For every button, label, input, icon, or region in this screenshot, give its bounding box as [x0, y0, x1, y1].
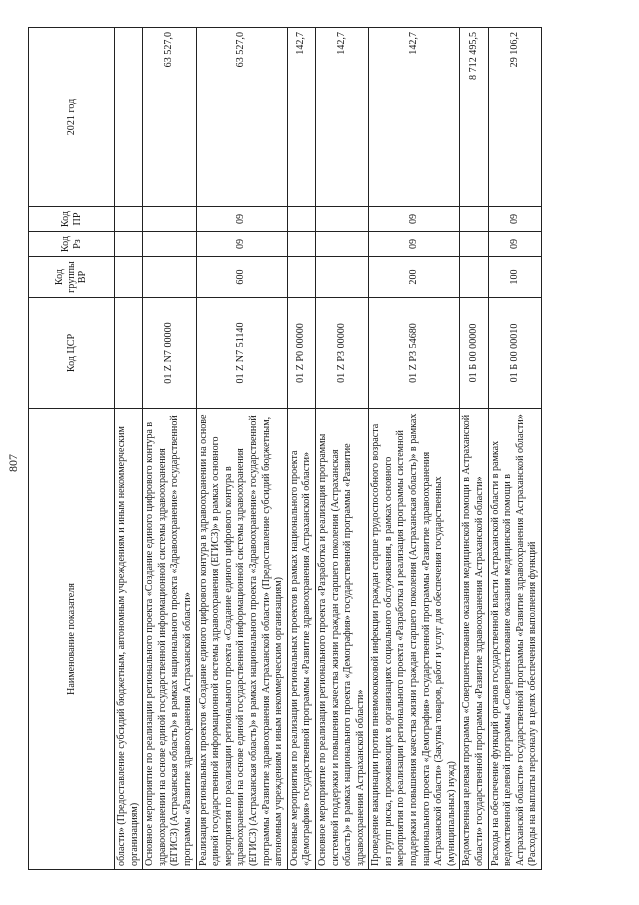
header-csr: Код ЦСР: [29, 298, 115, 409]
table-row: [287, 28, 315, 870]
cell-value: [115, 28, 143, 207]
cell-pr: 09: [369, 207, 460, 232]
table-header: [29, 28, 115, 870]
cell-csr: 01 Z N7 51140: [196, 298, 287, 409]
cell-rz: [460, 232, 488, 257]
cell-name: Основное мероприятие по реализации регионального проекта «Разработка и реализация программы системной поддержки и повышения качества жизни граждан старшего поколения (Астраханская область)» в рамках национального проекта «Демография» государственной программы «Развитие здравоохранения Астраханской области»: [315, 409, 368, 870]
cell-value: 8 712 495,5: [460, 28, 488, 207]
cell-pr: [460, 207, 488, 232]
cell-rz: [115, 232, 143, 257]
header-rz: Код Рз: [29, 232, 115, 257]
page-number: 807: [6, 454, 20, 472]
cell-pr: [315, 207, 368, 232]
cell-name: Реализация региональных проектов «Создание единого цифрового контура в здравоохранении на основе единой государственной информационной системы здравоохранения (ЕГИСЗ)» в рамках основного мероприятия по реализации регионального проекта «Создание единого цифрового контура в здравоохранении на основе единой государственной информационной системы здравоохранения (ЕГИСЗ) (Астраханская область)» в рамках национального проекта «Здравоохранение» государственной программы «Развитие здравоохранения Астраханской области» (Предоставление субсидий бюджетным, автономным учреждениям и иным некоммерческим организациям): [196, 409, 287, 870]
table-row: [315, 28, 368, 870]
header-year: 2021 год: [29, 28, 115, 207]
cell-name: Расходы на обеспечение функций органов государственной власти Астраханской области в рамках ведомственной целевой программы «Совершенствование оказания медицинской помощи в Астраханской области» государственной программы «Развитие здравоохранения Астраханской области» (Расходы на выплаты персоналу в целях обеспечения выполнения функций: [488, 409, 541, 870]
cell-name: Основные мероприятия по реализации региональных проектов в рамках национального проекта «Демография» государственной программы «Развитие здравоохранения Астраханской области»: [287, 409, 315, 870]
cell-pr: [287, 207, 315, 232]
cell-pr: 09: [196, 207, 287, 232]
cell-rz: 09: [488, 232, 541, 257]
cell-name: области» (Предоставление субсидий бюджетным, автономным учреждениям и иным некоммерческим организациям): [115, 409, 143, 870]
cell-csr: 01 Z P3 54680: [369, 298, 460, 409]
cell-name: Основное мероприятие по реализации регионального проекта «Создание единого цифрового контура в здравоохранении на основе единой государственной информационной системы здравоохранения (ЕГИСЗ) (Астраханская область)» в рамках национального проекта «Здравоохранение» государственной программы «Развитие здравоохранения Астраханской области»: [143, 409, 196, 870]
cell-value: 63 527,0: [143, 28, 196, 207]
cell-pr: 09: [488, 207, 541, 232]
header-vr: Код группы ВР: [29, 257, 115, 298]
cell-pr: [143, 207, 196, 232]
cell-rz: [143, 232, 196, 257]
table-row: [460, 28, 488, 870]
cell-name: Проведение вакцинации против пневмококковой инфекции граждан старше трудоспособного возраста из групп риска, проживающих в организациях социального обслуживания, в рамках основного мероприятия по реализации регионального проекта «Разработка и реализация программы системной поддержки и повышения качества жизни граждан старшего поколения (Астраханская область)» в рамках национального проекта «Демография» государственной программы «Развитие здравоохранения Астраханской области» (Закупка товаров, работ и услуг для обеспечения государственных (муниципальных) нужд): [369, 409, 460, 870]
cell-rz: 09: [369, 232, 460, 257]
cell-value: 142,7: [315, 28, 368, 207]
cell-csr: 01 Z P3 00000: [315, 298, 368, 409]
table-row: [196, 28, 287, 870]
table-row: [369, 28, 460, 870]
cell-vr: 200: [369, 257, 460, 298]
cell-vr: 600: [196, 257, 287, 298]
cell-csr: 01 Б 00 00000: [460, 298, 488, 409]
table-row: [115, 28, 143, 870]
cell-csr: 01 Z N7 00000: [143, 298, 196, 409]
cell-value: 63 527,0: [196, 28, 287, 207]
header-name: Наименование показателя: [29, 409, 115, 870]
cell-rz: 09: [196, 232, 287, 257]
cell-vr: [315, 257, 368, 298]
cell-rz: [287, 232, 315, 257]
table-row: [488, 28, 541, 870]
cell-value: 142,7: [287, 28, 315, 207]
cell-value: 142,7: [369, 28, 460, 207]
cell-vr: [287, 257, 315, 298]
cell-pr: [115, 207, 143, 232]
cell-vr: [115, 257, 143, 298]
header-pr: Код ПР: [29, 207, 115, 232]
table-row: [143, 28, 196, 870]
cell-vr: [460, 257, 488, 298]
cell-csr: 01 Z P0 00000: [287, 298, 315, 409]
budget-table: [28, 27, 542, 870]
cell-name: Ведомственная целевая программа «Совершенствование оказания медицинской помощи в Астраханской области» государственной программы «Развитие здравоохранения Астраханской области»: [460, 409, 488, 870]
cell-csr: 01 Б 00 00010: [488, 298, 541, 409]
cell-value: 29 106,2: [488, 28, 541, 207]
cell-vr: 100: [488, 257, 541, 298]
cell-rz: [315, 232, 368, 257]
cell-csr: [115, 298, 143, 409]
cell-vr: [143, 257, 196, 298]
